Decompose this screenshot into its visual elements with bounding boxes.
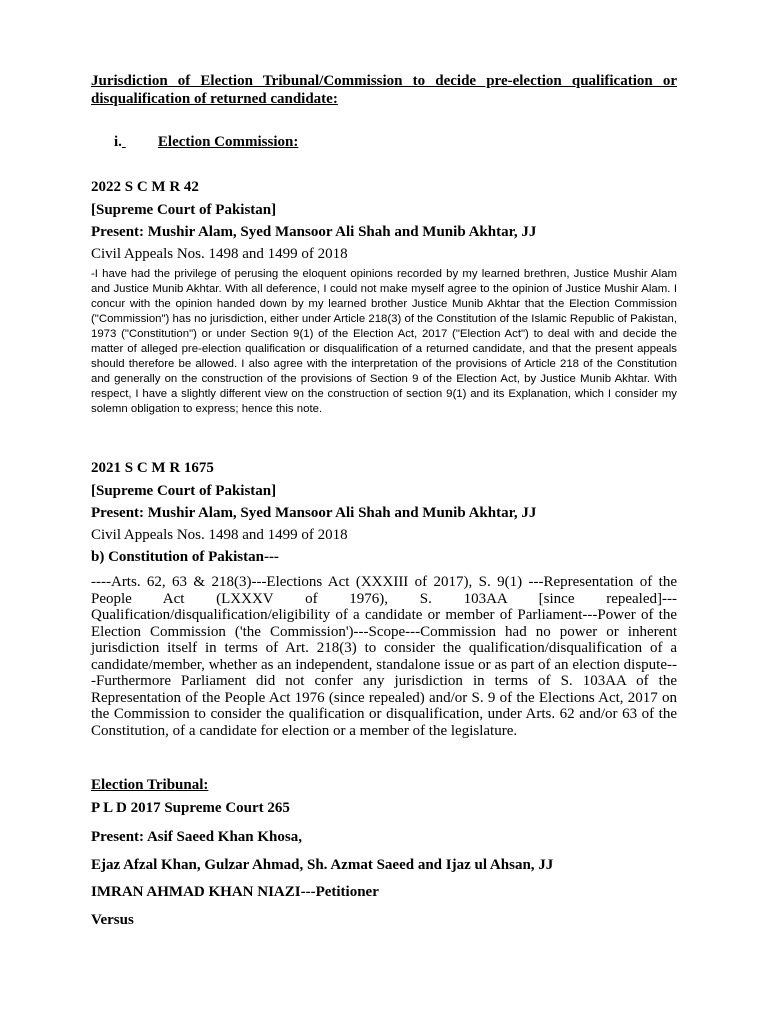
section-number: i. xyxy=(114,134,122,150)
case2-body: ----Arts. 62, 63 & 218(3)---Elections Act (XXXIII of 2017), S. 9(1) ---Representation of the People Act (LXXXV of 1976), S. 103AA [since repealed]---Qualification/disqualification/eligibility of a candidate or member of Parliament---Power of the Election Commission ('the Commission')---Scope---Commission had no power or inherent jurisdiction itself in terms of Art. 218(3) to consider the qualification/disqualification of a candidate/member, whether as an independent, standalone issue or as part of an election dispute---Furthermore Parliament did not confer any jurisdiction in terms of S. 103AA of the Representation of the People Act 1976 (since repealed) and/or S. 9 of the Elections Act, 2017 on the Commission to consider the qualification or disqualification, under Arts. 62 and/or 63 of the Constitution, of a candidate for election or a member of the legislature. xyxy=(91,574,677,739)
case1-excerpt: -I have had the privilege of perusing the eloquent opinions recorded by my learned brethren, Justice Mushir Alam and Justice Munib Akhtar. With all deference, I could not make myself agree to the opinion of Justice Mushir Alam. I concur with the opinion handed down by my learned brother Justice Munib Akhtar that the Election Commission ("Commission") has no jurisdiction, either under Article 218(3) of the Constitution of the Islamic Republic of Pakistan, 1973 ("Constitution") or under Section 9(1) of the Election Act, 2017 ("Election Act") to deal with and decide the matter of alleged pre-election qualification or disqualification of a returned candidate, and that the present appeals should therefore be allowed. I also agree with the interpretation of the provisions of Article 218 of the Constitution and generally on the construction of the provisions of Section 9 of the Election Act, by Justice Munib Akhtar. With respect, I have a slightly different view on the construction of section 9(1) and its Explanation, which I consider my solemn obligation to express; hence this note. xyxy=(91,268,677,415)
section-number-underline-gap xyxy=(122,134,158,151)
case2-subheading: b) Constitution of Pakistan--- xyxy=(91,549,279,565)
section-label: Election Commission: xyxy=(157,134,299,150)
case1-bench: Present: Mushir Alam, Syed Mansoor Ali Shah and Munib Akhtar, JJ xyxy=(91,224,537,240)
case2-citation: 2021 S C M R 1675 xyxy=(91,460,214,476)
case2-bench: Present: Mushir Alam, Syed Mansoor Ali Shah and Munib Akhtar, JJ xyxy=(91,505,537,521)
tribunal-petitioner: IMRAN AHMAD KHAN NIAZI---Petitioner xyxy=(91,884,379,900)
section-heading-election-commission xyxy=(114,134,700,151)
case1-court: [Supreme Court of Pakistan] xyxy=(91,202,277,218)
tribunal-bench-line1: Present: Asif Saeed Khan Khosa, xyxy=(91,829,302,845)
case2-court: [Supreme Court of Pakistan] xyxy=(91,483,277,499)
tribunal-case-citation: P L D 2017 Supreme Court 265 xyxy=(91,800,290,816)
case1-citation: 2022 S C M R 42 xyxy=(91,179,199,195)
section-heading-election-tribunal: Election Tribunal: xyxy=(91,777,209,793)
case2-appeal-number: Civil Appeals Nos. 1498 and 1499 of 2018 xyxy=(91,527,348,543)
tribunal-bench-line2: Ejaz Afzal Khan, Gulzar Ahmad, Sh. Azmat Saeed and Ijaz ul Ahsan, JJ xyxy=(91,857,554,873)
document-title: Jurisdiction of Election Tribunal/Commission to decide pre-election qualification or disqualification of returned candidate: xyxy=(91,73,677,107)
tribunal-versus: Versus xyxy=(91,912,134,928)
case1-appeal-number: Civil Appeals Nos. 1498 and 1499 of 2018 xyxy=(91,246,348,262)
